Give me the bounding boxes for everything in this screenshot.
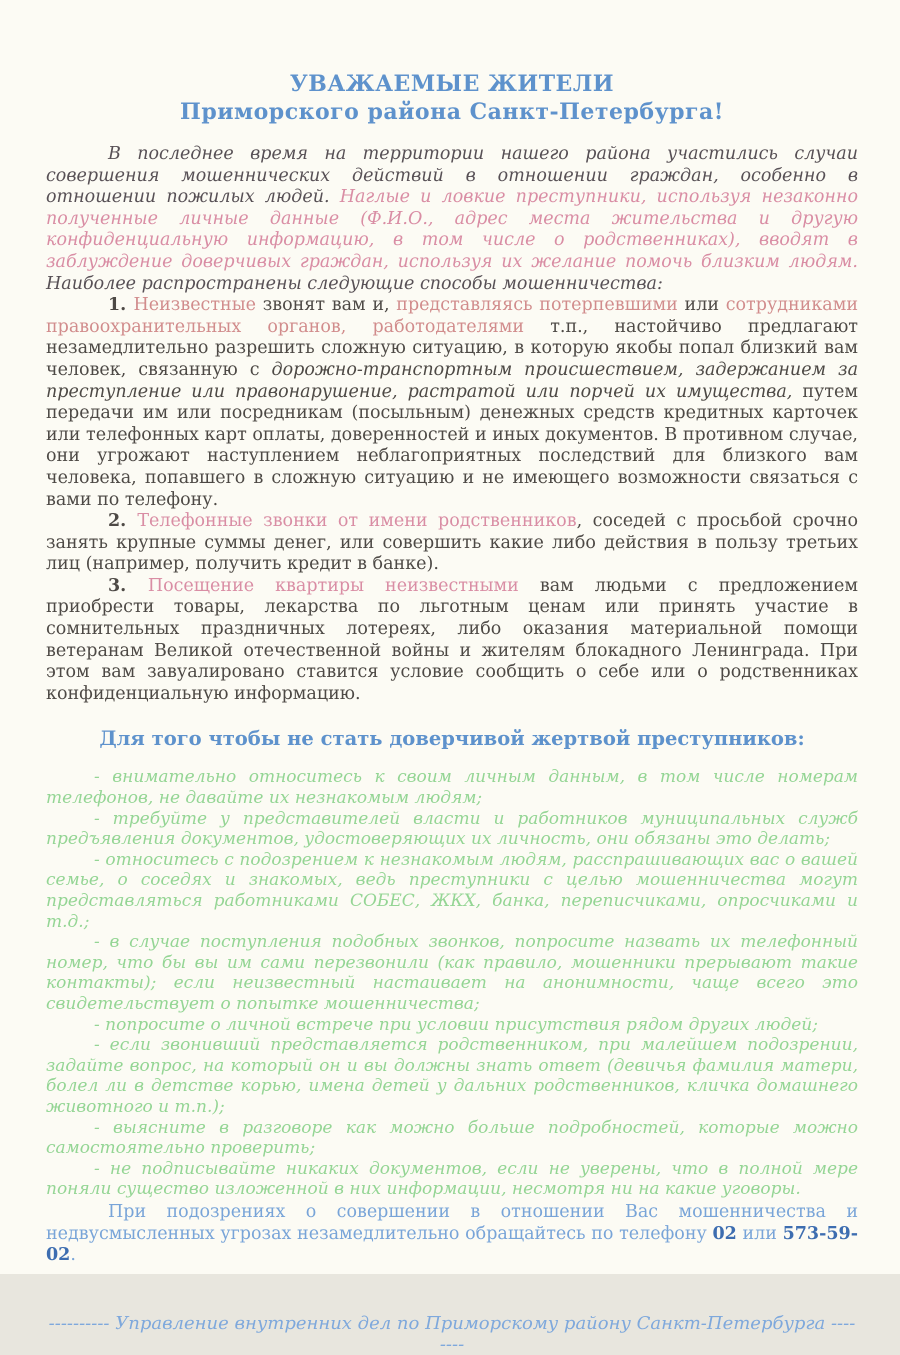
advice-tip-item: - не подписывайте никаких документов, если не уверены, что в полной мере поняли существо изложенной в них информации, несмотря ни на какие уговоры. bbox=[46, 1158, 858, 1200]
text-segment: дорожно-транспортным происшествием, задержанием за преступление или правонарушение, растратой или порчей их имущества, bbox=[46, 359, 859, 402]
text-segment: Наиболее распространены следующие способы мошенничества: bbox=[46, 273, 663, 294]
text-segment: Неизвестные bbox=[133, 295, 263, 316]
text-segment: При подозрениях о совершении в отношении Вас мошенничества и недвусмысленных угрозах незамедлительно обращайтесь по телефону bbox=[46, 1201, 858, 1244]
advice-tip-item: - требуйте у представителей власти и работников муниципальных служб предъявления документов, удостоверяющих их личность, они обязаны это делать; bbox=[46, 808, 858, 850]
advice-list bbox=[46, 767, 858, 1199]
text-segment: 2. bbox=[108, 511, 138, 532]
text-segment: представляясь потерпевшими bbox=[396, 295, 685, 316]
text-segment: . bbox=[70, 1245, 76, 1266]
closing-paragraph bbox=[46, 1202, 858, 1267]
text-segment: 573-59-02 bbox=[46, 1223, 858, 1266]
advice-tip-item: - если звонивший представляется родственником, при малейшем подозрении, задайте вопрос, на который он и вы должны знать ответ (девичья фамилия матери, болел ли в детстве корью, имена детей у дальних родственников, кличка домашнего животного и т.п.); bbox=[46, 1035, 858, 1117]
page-title bbox=[46, 70, 858, 126]
text-segment: В последнее время на территории нашего района участились случаи совершения мошеннических действий в отношении граждан, особенно в отношении пожилых людей. bbox=[46, 144, 858, 208]
text-segment: Посещение квартиры неизвестными bbox=[147, 575, 540, 596]
text-segment: сотрудниками правоохранительных органов, работодателями bbox=[46, 295, 858, 337]
advice-heading: Для того чтобы не стать доверчивой жертвой преступников: bbox=[99, 727, 805, 751]
fraud-method-1-paragraph bbox=[46, 295, 858, 511]
fraud-method-3-paragraph bbox=[46, 576, 858, 706]
advice-tip-item: - выясните в разговоре как можно больше подробностей, которые можно самостоятельно проверить; bbox=[46, 1117, 858, 1159]
advice-tip-item: - относитесь с подозрением к незнакомым людям, расспрашивающих вас о вашей семье, о соседях и знакомых, ведь преступники с целью мошенничества могут представляться работниками СОБЕС, ЖКХ, банка, переписчиками, опросчиками и т.д.; bbox=[46, 849, 858, 932]
text-segment: 1. bbox=[108, 295, 134, 316]
title-line-2: Приморского района Санкт-Петербурга! bbox=[180, 99, 724, 125]
title-line-1: УВАЖАЕМЫЕ ЖИТЕЛИ bbox=[289, 71, 615, 97]
text-segment: или bbox=[736, 1223, 783, 1244]
text-segment: путем передачи им или посредникам (посыльным) денежных средств кредитных карточек или телефонных карт оплаты, доверенностей и иных документов. В противном случае, они угрожают наступлением неблагоприятных последствий для близкого вам человека, попавшего в сложную ситуацию и не имеющего возможности связаться с вами по телефону. bbox=[46, 381, 858, 510]
text-segment: 02 bbox=[712, 1223, 737, 1244]
text-segment: Наглые и ловкие преступники, используя незаконно полученные личные данные (Ф.И.О., адрес места жительства и другую конфиденциальную информацию, в том числе о родственниках), вводят в заблуждение доверчивых граждан, используя их желание помочь близким людям. bbox=[46, 187, 858, 272]
advice-tip-item: - попросите о личной встрече при условии присутствия рядом других людей; bbox=[94, 1014, 818, 1035]
advice-tip-item: - в случае поступления подобных звонков, попросите назвать их телефонный номер, что бы вы им сами перезвонили (как правило, мошенники прерывают такие контакты); если неизвестный настаивает на анонимности, чаще всего это свидетельствует о попытке мошенничества; bbox=[46, 932, 858, 1014]
text-segment: , соседей с просьбой срочно занять крупные суммы денег, или совершить какие либо действия в пользу третьих лиц (например, получить кредит в банке). bbox=[46, 511, 858, 575]
text-segment: 3. bbox=[108, 575, 148, 596]
fraud-method-2-paragraph bbox=[46, 511, 858, 576]
text-segment: Телефонные звонки от имени родственников bbox=[137, 511, 577, 532]
intro-paragraph bbox=[46, 144, 858, 295]
text-segment: вам людьми с предложением приобрести товары, лекарства по льготным ценам или принять участие в сомнительных праздничных лотереях, либо оказания материальной помощи ветеранам Великой отечественной войны и жителям блокадного Ленинграда. При этом вам завуалировано ставится условие сообщить о себе или о родственниках конфиденциальную информацию. bbox=[46, 575, 858, 704]
text-segment: звонят вам и, bbox=[262, 295, 397, 316]
footer-signature: ---------- Управление внутренних дел по Приморскому району Санкт-Петербурга -------- bbox=[48, 1312, 856, 1355]
text-segment: или bbox=[684, 295, 726, 316]
advice-tip-item: - внимательно относитесь к своим личным данным, в том числе номерам телефонов, не давайте их незнакомым людям; bbox=[46, 767, 858, 809]
text-segment: т.п., настойчиво предлагают незамедлительно разрешить сложную ситуацию, в которую якобы попал близкий вам человек, связанную с bbox=[46, 316, 858, 380]
